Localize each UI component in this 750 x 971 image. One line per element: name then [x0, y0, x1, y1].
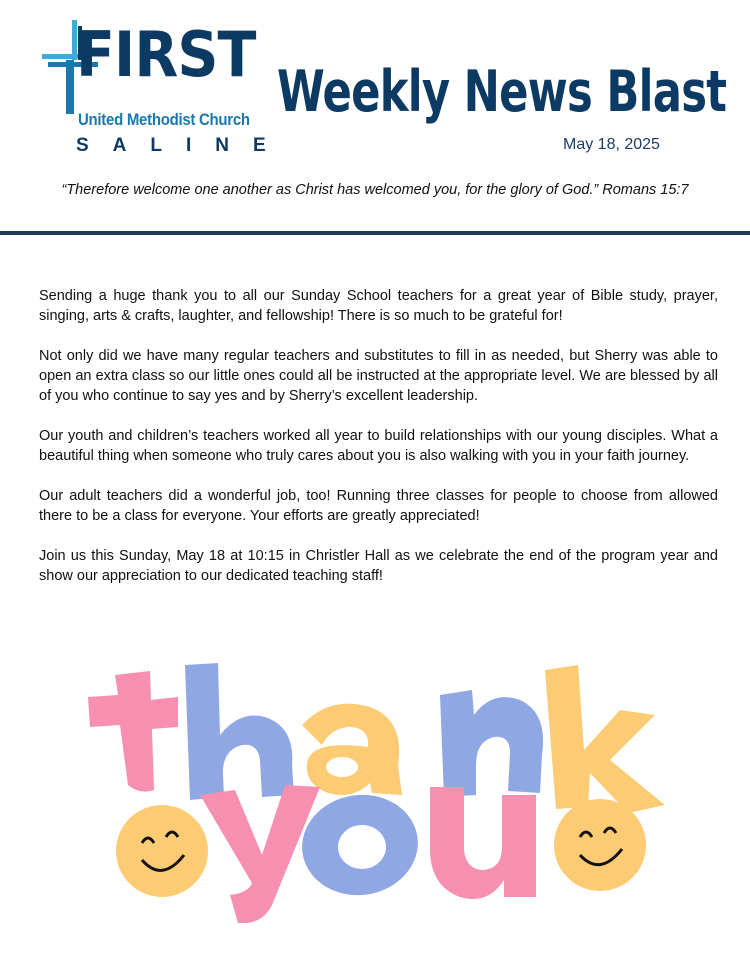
smiley-face-icon	[116, 805, 208, 897]
smiley-face-icon	[554, 799, 646, 891]
letter-u	[430, 787, 536, 899]
header-divider	[0, 231, 750, 235]
letter-k	[545, 665, 665, 813]
logo-subtitle: United Methodist Church	[78, 110, 250, 129]
letter-y	[200, 785, 320, 923]
letter-h	[185, 663, 294, 800]
letter-a	[302, 704, 402, 795]
letter-t	[88, 671, 178, 792]
thank-you-artwork	[80, 655, 680, 935]
paragraph: Sending a huge thank you to all our Sunday School teachers for a great year of Bible study, prayer, singing, arts & crafts, laughter, and fellowship! There is so much to be grateful for!	[39, 288, 718, 324]
scripture-verse: “Therefore welcome one another as Christ has welcomed you, for the glory of God.” Romans 15:7	[61, 182, 689, 198]
article-body	[39, 286, 718, 606]
page-title: Weekly News Blast	[277, 59, 727, 125]
issue-date: May 18, 2025	[563, 136, 660, 153]
paragraph: Our adult teachers did a wonderful job, too! Running three classes for people to choose from allowed there to be a class for everyone. Your efforts are greatly appreciated!	[39, 488, 718, 524]
logo-location: SALINE	[76, 135, 290, 156]
church-logo	[38, 18, 290, 158]
logo-first-text: FIRST	[76, 18, 256, 91]
paragraph: Join us this Sunday, May 18 at 10:15 in Christler Hall as we celebrate the end of the program year and show our appreciation to our dedicated teaching staff!	[39, 548, 718, 584]
paragraph: Our youth and children’s teachers worked all year to build relationships with our young disciples. What a beautiful thing when someone who truly cares about you is also walking with you in your faith journey.	[39, 428, 718, 464]
paragraph: Not only did we have many regular teachers and substitutes to fill in as needed, but Sherry was able to open an extra class so our little ones could all be instructed at the appropriate level. We are blessed by all of you who continue to say yes and by Sherry’s excellent leadership.	[39, 348, 718, 404]
letter-n	[440, 690, 543, 797]
letter-o	[296, 787, 425, 902]
